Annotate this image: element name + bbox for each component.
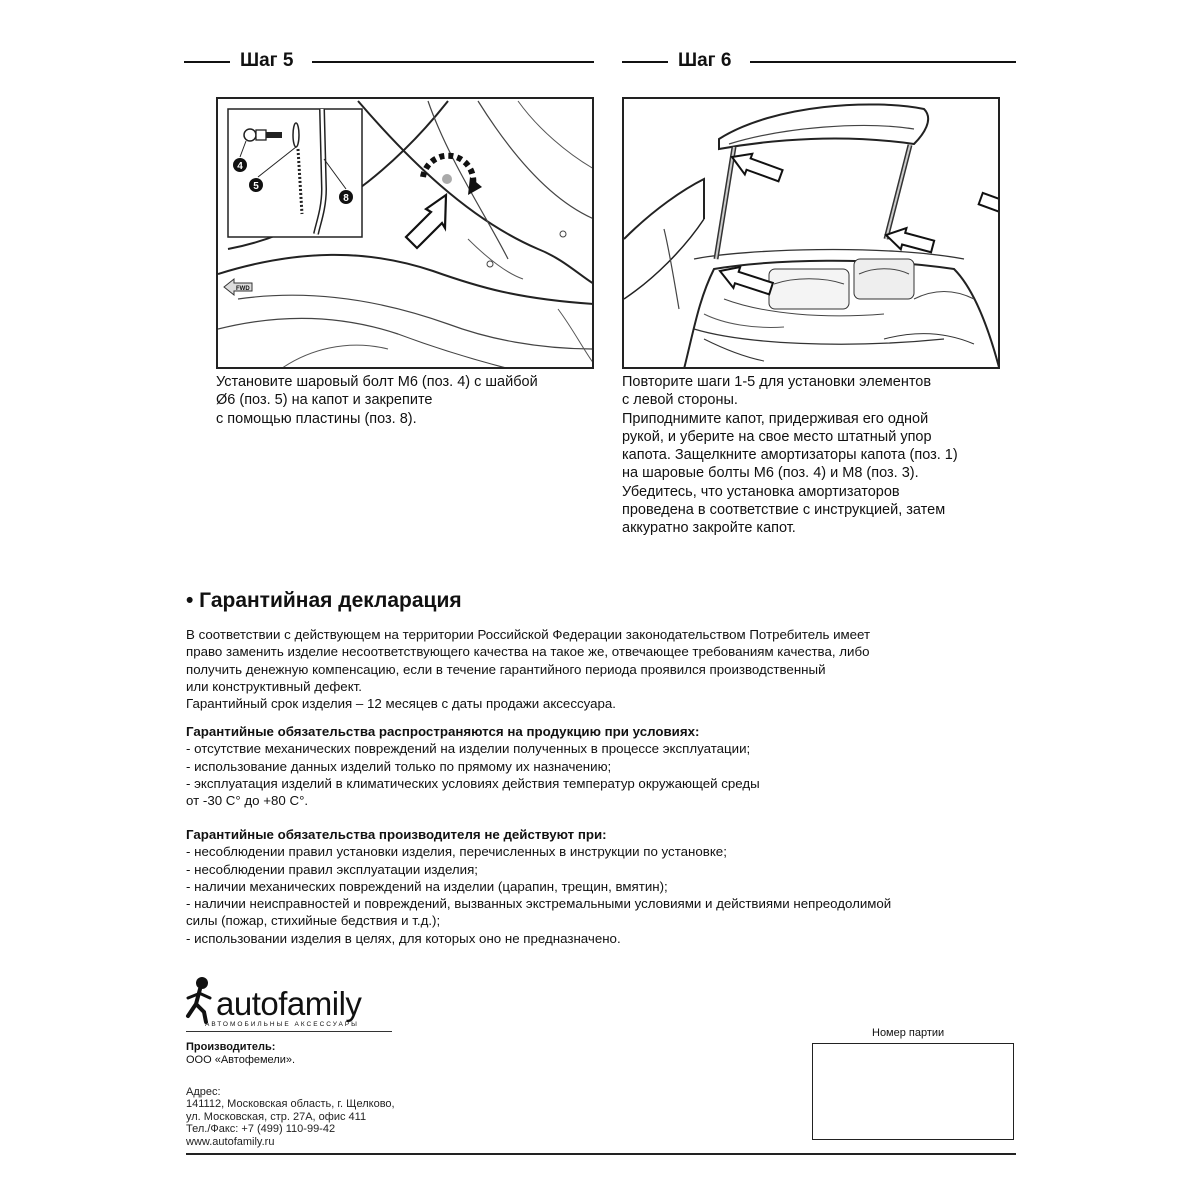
step6-text-line: на шаровые болты М6 (поз. 4) и М8 (поз. 3). xyxy=(622,465,919,482)
address-line: Тел./Факс: +7 (499) 110-99-42 xyxy=(186,1123,336,1136)
warranty-condition-item: - эксплуатация изделий в климатических условиях действия температур окружающей среды xyxy=(186,775,760,791)
step5-text xyxy=(216,373,594,428)
step5-illustration xyxy=(216,97,594,369)
logo-underline xyxy=(186,1031,392,1032)
step5-header xyxy=(184,48,594,74)
step6-text-line: проведена в соответствие с инструкцией, затем xyxy=(622,502,946,519)
manufacturer-name: ООО «Автофемели». xyxy=(186,1054,296,1066)
batch-number-box xyxy=(812,1043,1014,1140)
warranty-exclusion-item: - использовании изделия в целях, для которых оно не предназначено. xyxy=(186,930,621,946)
address-block xyxy=(186,1086,395,1148)
warranty-exclusion-item: - наличии механических повреждений на изделии (царапин, трещин, вмятин); xyxy=(186,878,668,894)
warranty-condition-item: - отсутствие механических повреждений на изделии полученных в процессе эксплуатации; xyxy=(186,741,751,757)
warranty-intro-line: Гарантийный срок изделия – 12 месяцев с даты продажи аксессуара. xyxy=(186,696,616,712)
address-line: ул. Московская, стр. 27А, офис 411 xyxy=(186,1110,367,1123)
step5-header-line-right xyxy=(312,61,594,63)
address-line: 141112, Московская область, г. Щелково, xyxy=(186,1098,395,1111)
warranty-exclusion-item: - несоблюдении правил эксплуатации изделия; xyxy=(186,861,478,877)
step6-text-line: аккуратно закройте капот. xyxy=(622,520,796,537)
callout-8: 8 xyxy=(343,193,349,204)
warranty-condition-item: - использование данных изделий только по прямому их назначению; xyxy=(186,758,612,774)
step6-text-line: Убедитесь, что установка амортизаторов xyxy=(622,483,900,500)
manufacturer-label: Производитель: xyxy=(186,1041,276,1053)
step6-header-line-right xyxy=(750,61,1016,63)
warranty-exclusions xyxy=(186,826,1026,947)
warranty-intro-line: право заменить изделие несоответствующего качества на такое же, отвечающее требованиям качества, либо xyxy=(186,644,870,660)
step6-text-line: капота. Защелкните амортизаторы капота (поз. 1) xyxy=(622,447,958,464)
step5-text-line: Установите шаровый болт М6 (поз. 4) с шайбой xyxy=(216,374,538,390)
step6-illustration xyxy=(622,97,1000,369)
callout-4: 4 xyxy=(237,161,243,172)
step6-text xyxy=(622,373,1012,538)
car-open-hood-drawing xyxy=(624,99,1000,369)
warranty-intro xyxy=(186,626,1026,712)
logo-text: autofamily xyxy=(216,985,362,1022)
step6-text-line: рукой, и уберите на свое место штатный упор xyxy=(622,428,932,445)
warranty-exclusions-title: Гарантийные обязательства производителя не действуют при: xyxy=(186,827,607,842)
step6-header-line-left xyxy=(622,61,668,63)
warranty-title: • Гарантийная декларация xyxy=(186,589,462,612)
warranty-intro-line: получить денежную компенсацию, если в течение гарантийного периода проявился производственный xyxy=(186,661,826,677)
fwd-label: FWD xyxy=(236,286,250,292)
warranty-conditions xyxy=(186,723,1026,809)
step6-text-line: Повторите шаги 1-5 для установки элементов xyxy=(622,374,932,390)
address-line: Адрес: xyxy=(186,1086,221,1098)
warranty-exclusion-item: силы (пожар, стихийные бедствия и т.д.); xyxy=(186,913,441,929)
running-figure-icon xyxy=(184,976,218,1024)
bottom-divider xyxy=(186,1153,1016,1155)
step5-title: Шаг 5 xyxy=(240,50,294,71)
warranty-conditions-title: Гарантийные обязательства распространяются на продукцию при условиях: xyxy=(186,724,700,739)
step6-title: Шаг 6 xyxy=(678,50,732,71)
step6-header xyxy=(622,48,1016,74)
step6-text-line: с левой стороны. xyxy=(622,392,738,409)
warranty-exclusion-item: - наличии неисправностей и повреждений, вызванных экстремальными условиями и действиями непреодолимой xyxy=(186,896,892,912)
logo-subtitle: АВТОМОБИЛЬНЫЕ АКСЕССУАРЫ xyxy=(205,1021,359,1028)
step5-text-line: Ø6 (поз. 5) на капот и закрепите xyxy=(216,392,433,409)
step6-text-line: Приподнимите капот, придерживая его одной xyxy=(622,410,929,427)
step5-header-line-left xyxy=(184,61,230,63)
callout-5: 5 xyxy=(253,181,259,192)
warranty-condition-item: от -30 С° до +80 С°. xyxy=(186,793,309,809)
warranty-exclusion-item: - несоблюдении правил установки изделия, перечисленных в инструкции по установке; xyxy=(186,844,727,860)
website-link[interactable]: www.autofamily.ru xyxy=(186,1135,275,1148)
step5-text-line: с помощью пластины (поз. 8). xyxy=(216,410,417,427)
batch-number-label: Номер партии xyxy=(872,1027,945,1039)
warranty-intro-line: или конструктивный дефект. xyxy=(186,678,362,694)
hood-underside-drawing xyxy=(218,99,594,369)
warranty-intro-line: В соответствии с действующем на территории Российской Федерации законодательством Потребитель имеет xyxy=(186,627,871,642)
